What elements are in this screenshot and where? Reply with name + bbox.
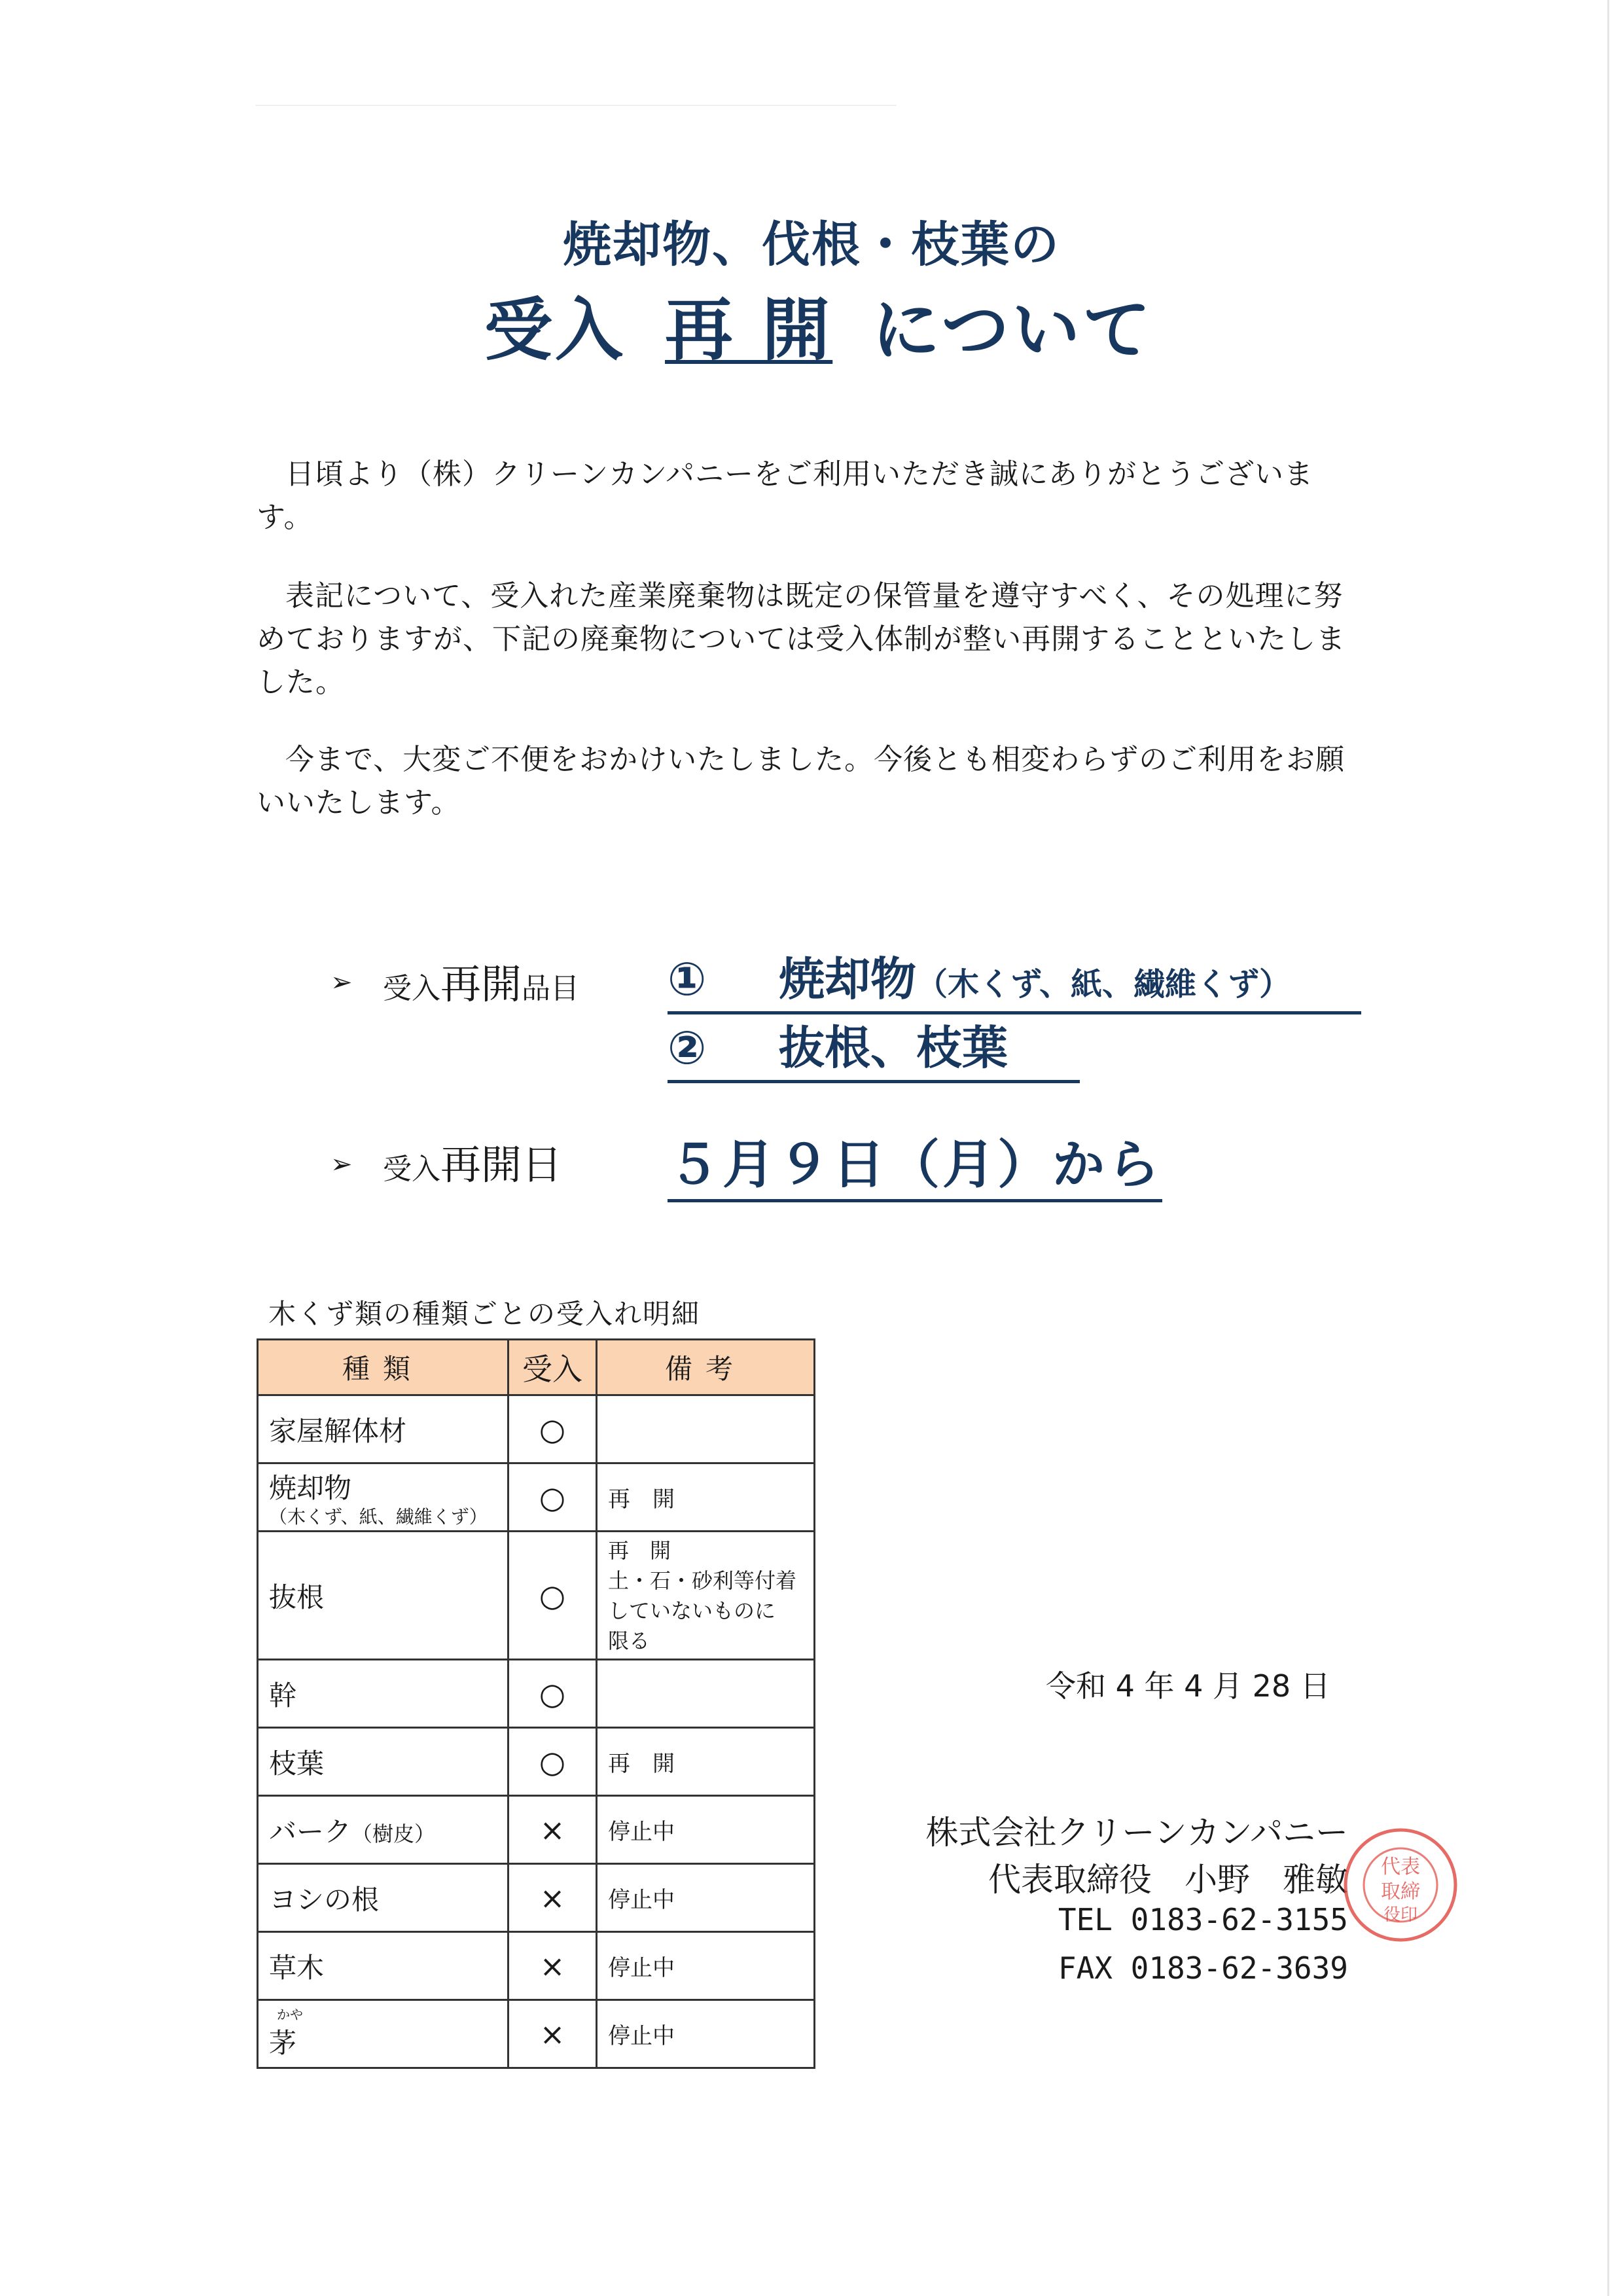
reopen-items-label (383, 952, 579, 1010)
cell-type: 家屋解体材 (258, 1395, 508, 1463)
table-row (258, 1532, 815, 1660)
svg-text:取締: 取締 (1381, 1880, 1420, 1903)
item-2-number: ② (668, 1021, 707, 1075)
scan-edge-line (1607, 0, 1609, 2296)
table-row (258, 1463, 815, 1532)
item-1-sub: （木くず、紙、繊維くず） (916, 966, 1291, 1003)
cell-note: 停止中 (597, 2000, 815, 2068)
note-line-1: 再 開 (608, 1537, 671, 1563)
title-accept: 受入 (484, 290, 626, 370)
header-note: 備考 (597, 1340, 815, 1395)
cell-type: 草木 (258, 1932, 508, 2000)
cell-accept: ○ (508, 1463, 597, 1532)
cell-note (597, 1532, 815, 1660)
table-row (258, 1660, 815, 1728)
cell-type (258, 1796, 508, 1864)
table-row (258, 1932, 815, 2000)
item-2-main: 抜根、枝葉 (779, 1021, 1008, 1075)
cell-note: 停止中 (597, 1796, 815, 1864)
cell-accept: × (508, 2000, 597, 2068)
sender-company: 株式会社クリーンカンパニー (925, 1814, 1348, 1852)
bullet-arrow-icon: ➢ (330, 967, 353, 997)
company-seal-stamp (1342, 1826, 1459, 1944)
reopen-item-2 (668, 1011, 1080, 1083)
cell-type-main: バーク (269, 1815, 352, 1848)
cell-type-main: 焼却物 (269, 1471, 352, 1504)
cell-type: 幹 (258, 1660, 508, 1728)
cell-type: 枝葉 (258, 1728, 508, 1796)
item-1-main: 焼却物 (779, 952, 916, 1006)
scan-faint-line (255, 105, 897, 106)
sender-fax: FAX 0183-62-3639 (1058, 1950, 1348, 1986)
cell-type-note: （樹皮） (351, 1821, 436, 1846)
cell-type-note: （木くず、紙、繊維くず） (269, 1505, 488, 1528)
table-header-row (258, 1340, 815, 1395)
items-label-accept: 受入 (383, 972, 440, 1005)
cell-note (597, 1395, 815, 1463)
body-paragraph-3: 今まで、大変ご不便をおかけいたしました。今後とも相変わらずのご利用をお願いいたします。 (257, 743, 1346, 819)
table-row (258, 2000, 815, 2068)
svg-text:代表: 代表 (1381, 1856, 1420, 1878)
cell-note: 停止中 (597, 1932, 815, 2000)
sender-representative: 代表取締役 小野 雅敏 (988, 1861, 1348, 1899)
item-1-number: ① (668, 952, 707, 1006)
cell-accept: ○ (508, 1660, 597, 1728)
cell-accept: ○ (508, 1728, 597, 1796)
cell-note: 再 開 (597, 1728, 815, 1796)
table-row (258, 1796, 815, 1864)
header-accept: 受入 (508, 1340, 597, 1395)
reopen-date-value: ５月９日（月）から (668, 1122, 1162, 1202)
cell-type: ヨシの根 (258, 1864, 508, 1932)
cell-accept: ○ (508, 1532, 597, 1660)
items-label-reopen: 再開 (440, 960, 522, 1008)
body-paragraph-2: 表記について、受入れた産業廃棄物は既定の保管量を遵守すべく、その処理に努めておりますが、下記の廃棄物については受入体制が整い再開することといたしました。 (257, 579, 1346, 699)
table-row (258, 1395, 815, 1463)
table-row (258, 1728, 815, 1796)
title-line-2 (484, 275, 1154, 370)
items-label-items: 品目 (522, 972, 580, 1005)
table-caption: 木くず類の種類ごとの受入れ明細 (268, 1298, 701, 1330)
sender-tel: TEL 0183-62-3155 (1058, 1902, 1348, 1937)
note-line-3: していないものに (608, 1598, 776, 1623)
acceptance-table (257, 1338, 815, 2069)
cell-note (597, 1660, 815, 1728)
issue-date: 令和 4 年 4 月 28 日 (1046, 1668, 1330, 1704)
bullet-arrow-icon: ➢ (330, 1149, 353, 1179)
cell-type-main: 茅 (269, 2026, 297, 2059)
title-line-1: 焼却物、伐根・枝葉の (563, 217, 1060, 273)
svg-text:役印: 役印 (1383, 1905, 1418, 1925)
cell-accept: × (508, 1932, 597, 2000)
cell-accept: × (508, 1796, 597, 1864)
note-line-2: 土・石・砂利等付着 (608, 1568, 797, 1593)
note-line-4: 限る (608, 1628, 651, 1653)
cell-type (258, 1463, 508, 1532)
cell-accept: × (508, 1864, 597, 1932)
body-paragraph-1: 日頃より（株）クリーンカンパニーをご利用いただき誠にありがとうございます。 (257, 457, 1314, 534)
header-type: 種類 (258, 1340, 508, 1395)
cell-note: 停止中 (597, 1864, 815, 1932)
date-label-accept: 受入 (383, 1153, 440, 1186)
title-about: について (872, 290, 1154, 370)
cell-type (258, 2000, 508, 2068)
reopen-item-1 (668, 942, 1361, 1014)
cell-type: 抜根 (258, 1532, 508, 1660)
cell-type-ruby: かや (277, 2006, 303, 2022)
title-reopen: 再 開 (665, 290, 833, 370)
reopen-date-label (383, 1132, 562, 1191)
cell-accept: ○ (508, 1395, 597, 1463)
date-label-reopen-day: 再開日 (440, 1141, 563, 1189)
table-row (258, 1864, 815, 1932)
cell-note: 再 開 (597, 1463, 815, 1532)
